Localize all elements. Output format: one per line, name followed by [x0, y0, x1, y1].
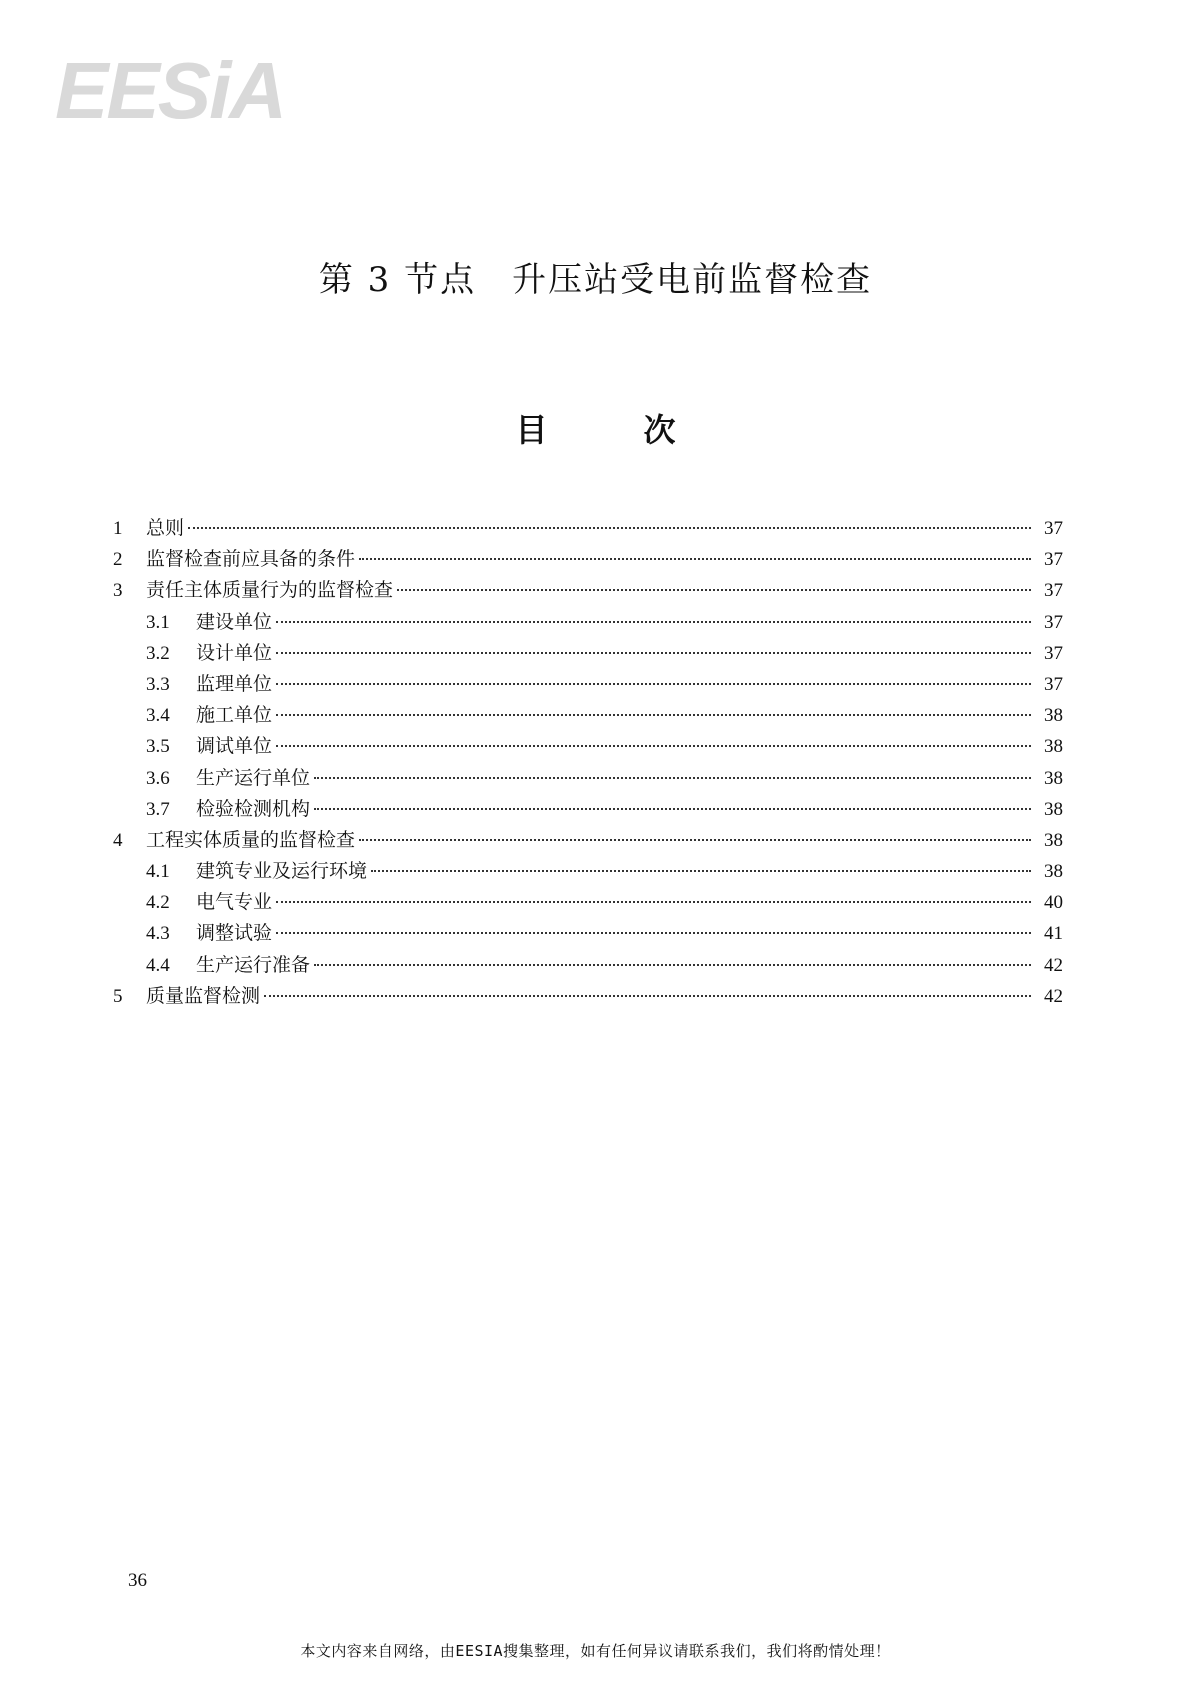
toc-entry[interactable] [113, 856, 1063, 887]
toc-dot-leader [314, 777, 1031, 779]
toc-entry-page: 42 [1044, 954, 1063, 976]
toc-dot-leader [314, 964, 1031, 966]
toc-entry-number: 3 [113, 580, 123, 602]
toc-entry[interactable] [113, 731, 1063, 762]
toc-entry-number: 4.1 [146, 861, 170, 883]
toc-entry-title: 检验检测机构 [196, 797, 311, 820]
toc-entry[interactable] [113, 825, 1063, 856]
toc-entry-page: 37 [1044, 611, 1063, 633]
toc-dot-leader [276, 621, 1031, 623]
toc-dot-leader [276, 901, 1031, 903]
toc-entry-title: 监理单位 [196, 672, 273, 695]
toc-entry[interactable] [113, 575, 1063, 606]
toc-entry[interactable] [113, 950, 1063, 981]
svg-text:EESiA: EESiA [55, 46, 286, 135]
toc-entry-title: 设计单位 [196, 641, 273, 664]
toc-entry[interactable] [113, 607, 1063, 638]
toc-entry-title: 施工单位 [196, 704, 273, 727]
toc-entry-number: 2 [113, 549, 123, 571]
toc-entry-title: 建筑专业及运行环境 [196, 860, 368, 883]
chapter-number: 第 3 节点 [318, 260, 477, 300]
toc-entry-title: 调试单位 [196, 735, 273, 758]
chapter-name: 升压站受电前监督检查 [512, 260, 873, 300]
toc-entry[interactable] [113, 918, 1063, 949]
toc-dot-leader [276, 683, 1031, 685]
toc-dot-leader [359, 839, 1031, 841]
toc-entry-page: 37 [1044, 673, 1063, 695]
toc-entry-number: 4.3 [146, 923, 170, 945]
toc-entry[interactable] [113, 544, 1063, 575]
toc-entry-number: 1 [113, 518, 123, 539]
toc-entry-title: 工程实体质量的监督检查 [146, 828, 356, 851]
table-of-contents [113, 513, 1063, 1012]
toc-entry[interactable] [113, 669, 1063, 700]
toc-entry-page: 37 [1044, 549, 1063, 571]
toc-entry-title: 生产运行准备 [196, 953, 311, 976]
toc-entry-title: 建设单位 [196, 610, 273, 633]
toc-entry-title: 总则 [146, 517, 185, 539]
toc-entry-page: 37 [1044, 518, 1063, 539]
toc-dot-leader [314, 808, 1031, 810]
toc-entry[interactable] [113, 981, 1063, 1012]
toc-dot-leader [264, 995, 1031, 997]
toc-entry-title: 质量监督检测 [146, 984, 261, 1007]
toc-dot-leader [397, 589, 1031, 591]
toc-entry-number: 5 [113, 985, 123, 1007]
toc-entry-page: 41 [1044, 923, 1063, 945]
toc-dot-leader [276, 932, 1031, 934]
toc-entry-title: 责任主体质量行为的监督检查 [146, 579, 394, 602]
toc-entry[interactable] [113, 638, 1063, 669]
toc-entry-page: 42 [1044, 985, 1063, 1007]
toc-dot-leader [276, 652, 1031, 654]
toc-entry-number: 3.3 [146, 673, 170, 695]
toc-entry-title: 调整试验 [196, 922, 273, 945]
toc-entry-page: 38 [1044, 736, 1063, 758]
eesia-watermark-logo [55, 40, 305, 140]
toc-entry-number: 4.4 [146, 954, 170, 976]
toc-entry[interactable] [113, 794, 1063, 825]
toc-dot-leader [188, 527, 1031, 529]
toc-dot-leader [359, 558, 1031, 560]
toc-entry-number: 3.4 [146, 705, 170, 727]
toc-entry-page: 38 [1044, 767, 1063, 789]
toc-dot-leader [276, 745, 1031, 747]
toc-entry-number: 4.2 [146, 892, 170, 914]
toc-entry-page: 40 [1044, 892, 1063, 914]
toc-dot-leader [371, 870, 1031, 872]
toc-entry-number: 3.5 [146, 736, 170, 758]
toc-dot-leader [276, 714, 1031, 716]
toc-entry-page: 38 [1044, 798, 1063, 820]
toc-entry-number: 3.1 [146, 611, 170, 633]
toc-entry-page: 37 [1044, 642, 1063, 664]
toc-entry-number: 3.7 [146, 798, 170, 820]
toc-entry[interactable] [113, 700, 1063, 731]
toc-entry[interactable] [113, 513, 1063, 544]
toc-entry-number: 3.2 [146, 642, 170, 664]
toc-entry-title: 生产运行单位 [196, 766, 311, 789]
toc-entry-number: 4 [113, 829, 123, 851]
toc-entry-title: 电气专业 [196, 891, 273, 914]
toc-entry-title: 监督检查前应具备的条件 [146, 548, 356, 571]
toc-entry-number: 3.6 [146, 767, 170, 789]
page-number: 36 [128, 1570, 147, 1591]
toc-entry-page: 37 [1044, 580, 1063, 602]
chapter-title [0, 252, 1191, 301]
toc-entry-page: 38 [1044, 829, 1063, 851]
footer-disclaimer: 本文内容来自网络，由EESIA搜集整理，如有任何异议请联系我们，我们将酌情处理！ [300, 1642, 891, 1660]
toc-entry[interactable] [113, 763, 1063, 794]
toc-entry-page: 38 [1044, 861, 1063, 883]
toc-entry[interactable] [113, 887, 1063, 918]
toc-heading: 目次 [515, 411, 772, 449]
toc-entry-page: 38 [1044, 705, 1063, 727]
